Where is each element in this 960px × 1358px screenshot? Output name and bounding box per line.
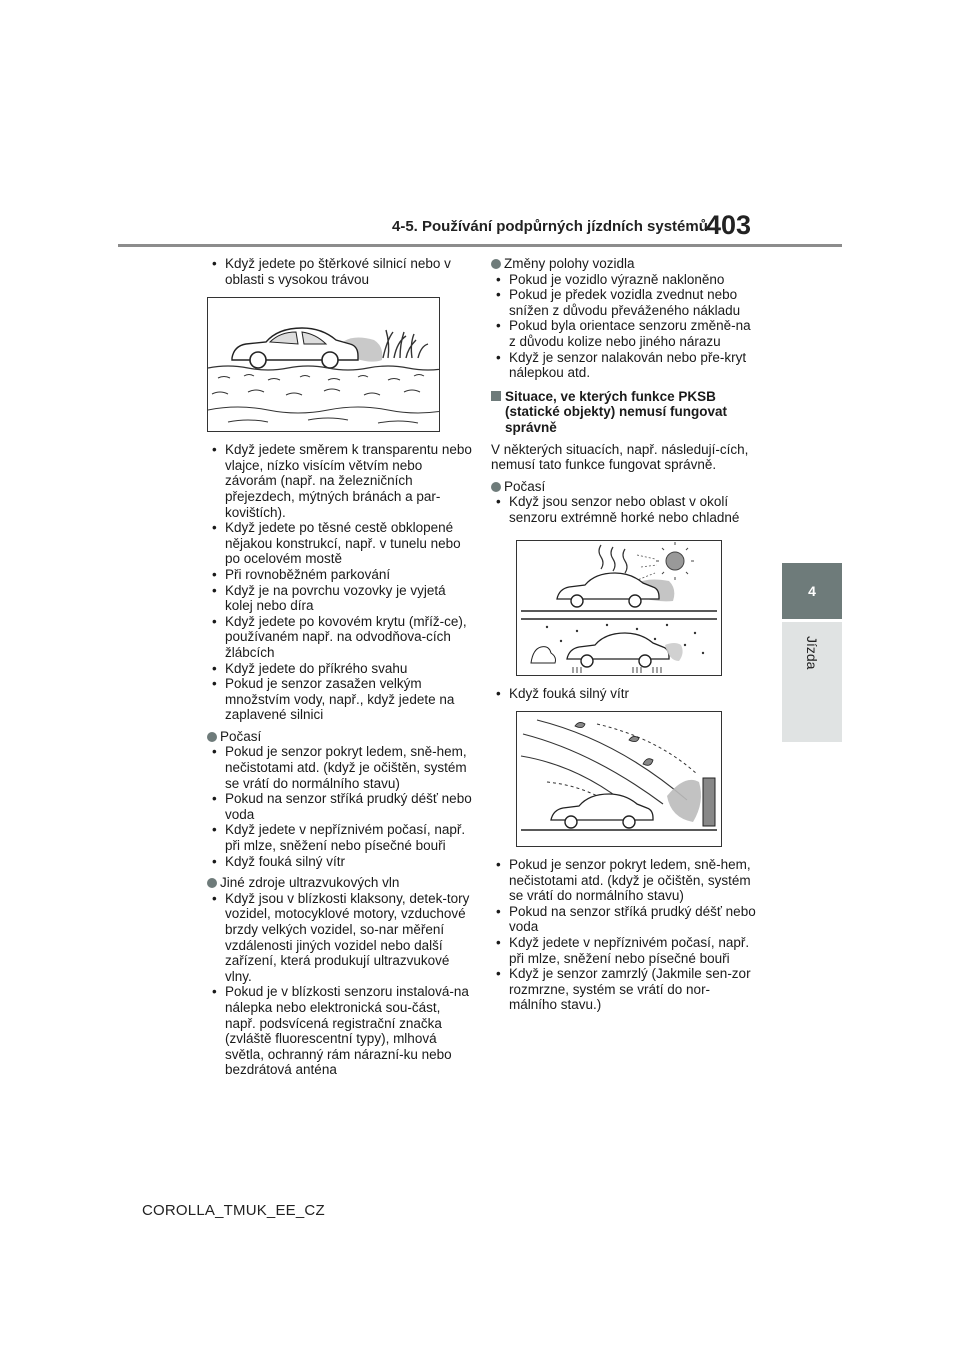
list-item: • Když jedete v nepříznivém počasí, např. při mlze, sněžení nebo písečné bouři	[491, 935, 756, 966]
subsection-heading: Změny polohy vozidla	[491, 256, 756, 272]
model-code-footer: COROLLA_TMUK_EE_CZ	[142, 1202, 325, 1219]
subsection-heading: Jiné zdroje ultrazvukových vln	[207, 875, 472, 891]
list-item: • Když jsou v blízkosti klaksony, detek-tory vozidel, motocyklové motory, vzduchové brzdy velkých vozidel, so-nar měření vzdálenosti jiných vozidel nebo další zařízení, která produkují ultrazvukové vlny.	[207, 891, 472, 985]
list-item: • Když jedete v nepříznivém počasí, např. při mlze, sněžení nebo písečné bouři	[207, 822, 472, 853]
page-number: 403	[706, 210, 752, 240]
list-item: • Když jsou senzor nebo oblast v okolí senzoru extrémně horké nebo chladné	[491, 494, 756, 525]
list-item: • Pokud je senzor pokryt ledem, sně-hem, nečistotami atd. (když je očištěn, systém se vrátí do normálního stavu)	[491, 857, 756, 904]
list-item: • Když fouká silný vítr	[491, 686, 756, 702]
list-item: • Když jedete po těsné cestě obklopené nějakou konstrukcí, např. v tunelu nebo po ocelovém mostě	[207, 520, 472, 567]
extreme-temperature-illustration	[516, 540, 722, 676]
section-heading: Situace, ve kterých funkce PKSB (statické objekty) nemusí fungovat správně	[491, 389, 756, 436]
list-item: • Pokud na senzor stříká prudký déšť nebo voda	[207, 791, 472, 822]
left-column	[207, 256, 472, 1078]
right-column	[491, 256, 756, 1013]
list-item: • Když je senzor nalakován nebo pře-kryt nálepkou atd.	[491, 350, 756, 381]
chapter-tab-label	[782, 622, 842, 742]
header-rule	[118, 244, 842, 247]
strong-wind-illustration	[516, 711, 722, 847]
list-item: • Když fouká silný vítr	[207, 854, 472, 870]
subsection-heading: Počasí	[207, 729, 472, 745]
temperature-drawing	[517, 541, 721, 675]
chapter-tab-number: 4	[782, 563, 842, 619]
gravel-road-drawing	[208, 298, 439, 431]
list-item: • Když jedete směrem k transparentu nebo vlajce, nízko visícím větvím nebo závorám (např. na železničních přejezdech, mýtných bránách a par-kovištích).	[207, 442, 472, 520]
list-item: • Pokud je předek vozidla zvednut nebo snížen z důvodu převáženého nákladu	[491, 287, 756, 318]
list-item: • Když je na povrchu vozovky je vyjetá kolej nebo díra	[207, 583, 472, 614]
subsection-heading: Počasí	[491, 479, 756, 495]
list-item: • Pokud je senzor pokryt ledem, sně-hem, nečistotami atd. (když je očištěn, systém se vrátí do normálního stavu)	[207, 744, 472, 791]
section-paragraph: V některých situacích, např. následují-cích, nemusí tato funkce fungovat správně.	[491, 441, 749, 473]
section-title: 4-5. Používání podpůrných jízdních systémů	[392, 218, 708, 235]
list-item: • Když jedete po kovovém krytu (mříž-ce), používaném např. na odvodňova-cích žlábcích	[207, 614, 472, 661]
chapter-tab-text: Jízda	[804, 636, 820, 670]
list-item: • Při rovnoběžném parkování	[207, 567, 472, 583]
list-item: • Pokud je senzor zasažen velkým množstvím vody, např., když jedete na zaplavené silnici	[207, 676, 472, 723]
list-item: • Pokud na senzor stříká prudký déšť nebo voda	[491, 904, 756, 935]
list-item: • Když jedete po štěrkové silnicí nebo v oblasti s vysokou trávou	[207, 256, 472, 287]
list-item: • Když je senzor zamrzlý (Jakmile sen-zor rozmrzne, systém se vrátí do nor-málního stavu.)	[491, 966, 756, 1013]
list-item: • Pokud je v blízkosti senzoru instalová-na nálepka nebo elektronická sou-část, např. podsvícená registrační značka (zvláště fluorescentní typy), mlhová světla, ochranný rám nárazní-ku nebo bezdrátová anténa	[207, 984, 472, 1078]
list-item: • Pokud byla orientace senzoru změně-na z důvodu kolize nebo jiného nárazu	[491, 318, 756, 349]
list-item: • Pokud je vozidlo výrazně nakloněno	[491, 272, 756, 288]
gravel-road-illustration	[207, 297, 440, 432]
wind-drawing	[517, 712, 721, 846]
list-item: • Když jedete do příkrého svahu	[207, 661, 472, 677]
